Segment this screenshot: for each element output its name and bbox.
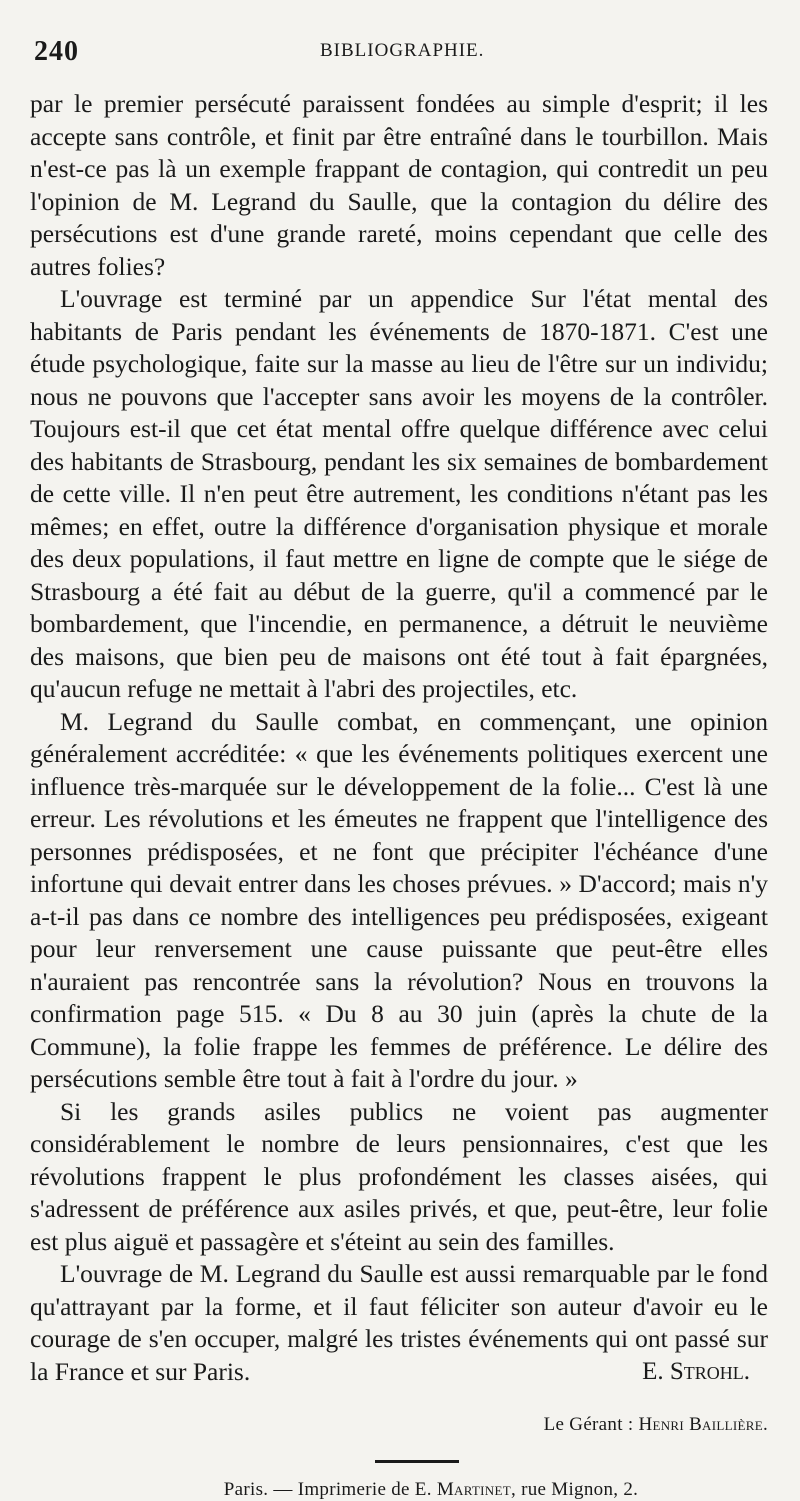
printer-prefix: Paris. — Imprimerie de E.	[223, 1479, 432, 1500]
divider-rule	[375, 1460, 459, 1463]
paragraph-1: par le premier persécuté paraissent fondées au simple d'esprit; il les accepte sans contrôle, et finit par être entraîné dans le tourbillon. Mais n'est-ce pas là un exemple frappant de contagion, qui contredit un peu l'opinion de M. Legrand du Saulle, que la contagion du délire des persécutions est d'une grande rareté, moins cependant que celle des autres folies?	[30, 89, 768, 281]
paragraph-2: L'ouvrage est terminé par un appendice Sur l'état mental des habitants de Paris pendant les événements de 1870-1871. C'est une étude psychologique, faite sur la masse au lieu de l'être sur un individu; nous ne pouvons que l'accepter sans avoir les moyens de la contrôler. Toujours est-il que cet état mental offre quelque différence avec celui des habitants de Strasbourg, pendant les six semaines de bombardement de cette ville. Il n'en peut être autrement, les conditions n'étant pas les mêmes; en effet, outre la différence d'organisation physique et morale des deux populations, il faut mettre en ligne de compte que le siége de Strasbourg a été fait au début de la guerre, qu'il a commencé par le bombardement, que l'incendie, en permanence, a détruit le neuvième des maisons, que bien peu de maisons ont été tout à fait épargnées, qu'aucun refuge ne mettait à l'abri des projectiles, etc.	[30, 284, 768, 703]
manager-name: Henri Baillière.	[638, 1414, 768, 1435]
document-page	[30, 30, 768, 1500]
article-body	[30, 88, 768, 1388]
printer-imprint	[30, 1479, 768, 1501]
running-title: BIBLIOGRAPHIE.	[320, 40, 485, 61]
manager-label: Le Gérant :	[543, 1414, 634, 1435]
manager-line	[30, 1414, 768, 1436]
paragraph-5: L'ouvrage de M. Legrand du Saulle est aussi remarquable par le fond qu'attrayant par la forme, et il faut féliciter son auteur d'avoir eu le courage de s'en occuper, malgré les tristes événements qui ont passé sur la France et sur Paris.	[30, 1259, 768, 1386]
printer-suffix: rue Mignon, 2.	[521, 1479, 639, 1500]
page-number: 240	[34, 36, 79, 67]
paragraph-4: Si les grands asiles publics ne voient pas augmenter considérablement le nombre de leurs pensionnaires, c'est que les révolutions frappent le plus profondément les classes aisées, qui s'adressent de préférence aux asiles privés, et que, peut-être, leur folie est plus aiguë et passagère et s'éteint au sein des familles.	[30, 1096, 768, 1256]
printer-name: Martinet,	[436, 1479, 517, 1500]
signature-name: E. Strohl.	[642, 1358, 750, 1385]
page-header	[30, 30, 768, 66]
paragraph-3: M. Legrand du Saulle combat, en commençant, une opinion généralement accréditée: « que les événements politiques exercent une influence très-marquée sur le développement de la folie... C'est là une erreur. Les révolutions et les émeutes ne frappent que l'intelligence des personnes prédisposées, et ne font que précipiter l'échéance d'une infortune qui devait entrer dans les choses prévues. » D'accord; mais n'y a-t-il pas dans ce nombre des intelligences peu prédisposées, exigeant pour leur renversement une cause puissante que peut-être elles n'auraient pas rencontrée sans la révolution? Nous en trouvons la confirmation page 515. « Du 8 au 30 juin (après la chute de la Commune), la folie frappe les femmes de préférence. Le délire des persécutions semble être tout à fait à l'ordre du jour. »	[30, 706, 768, 1093]
